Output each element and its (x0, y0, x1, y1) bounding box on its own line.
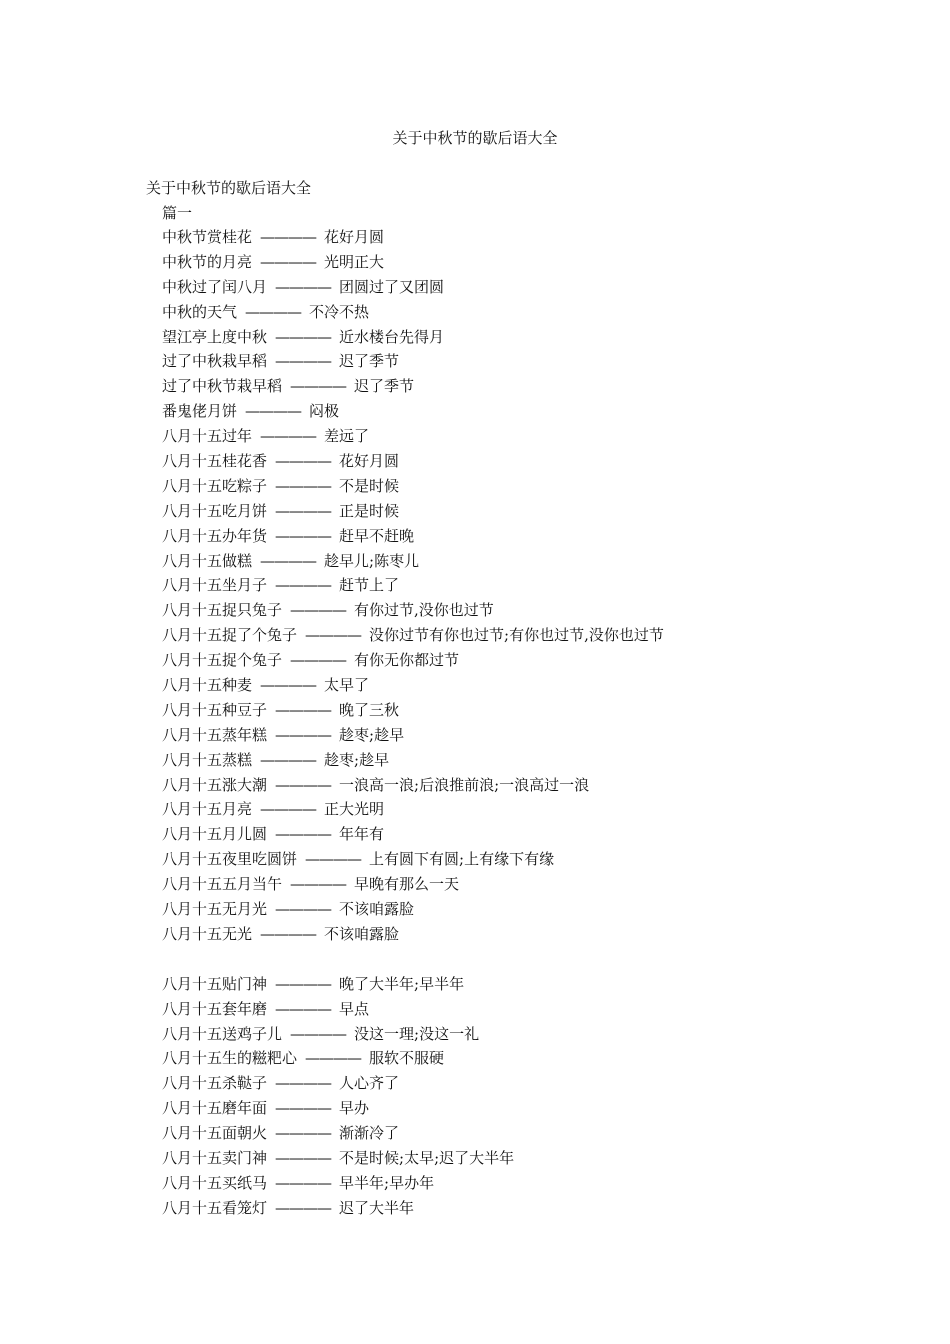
answer-text: 人心齐了 (339, 1074, 400, 1093)
answer-text: 迟了大半年 (339, 1198, 415, 1217)
answer-text: 迟了季节 (339, 352, 400, 371)
list-item (162, 302, 664, 327)
answer-text: 早办 (339, 1099, 370, 1118)
answer-text: 早半年;早办年 (339, 1173, 435, 1192)
answer-text: 迟了季节 (354, 377, 415, 396)
riddle-text: 过了中秋栽早稻 (162, 352, 268, 371)
answer-text: 闷极 (309, 402, 340, 421)
answer-text: 近水楼台先得月 (339, 327, 445, 346)
list-item (162, 1024, 664, 1049)
riddle-text: 过了中秋节栽早稻 (162, 377, 283, 396)
answer-text: 不冷不热 (309, 302, 370, 321)
list-item (162, 849, 664, 874)
list-item (162, 426, 664, 451)
separator-dash: ———— (260, 427, 317, 446)
separator-dash: ———— (275, 501, 332, 520)
list-item (162, 874, 664, 899)
answer-text: 正大光明 (324, 800, 385, 819)
separator-dash: ———— (275, 775, 332, 794)
answer-text: 早点 (339, 999, 370, 1018)
list-item (162, 526, 664, 551)
separator-dash: ———— (260, 228, 317, 246)
answer-text: 年年有 (339, 825, 385, 844)
list-item (162, 227, 664, 252)
list-item (162, 501, 664, 526)
separator-dash: ———— (275, 277, 332, 296)
list-item (162, 551, 664, 576)
separator-dash: ———— (275, 999, 332, 1018)
riddle-text: 八月十五吃月饼 (162, 501, 268, 520)
riddle-text: 八月十五生的糍粑心 (162, 1049, 298, 1068)
answer-text: 趁枣;趁早 (324, 750, 390, 769)
riddle-text: 八月十五蒸年糕 (162, 725, 268, 744)
list-item (162, 252, 664, 277)
riddle-text: 八月十五无月光 (162, 900, 268, 919)
separator-dash: ———— (260, 924, 317, 943)
list-item (162, 650, 664, 675)
riddle-text: 中秋节的月亮 (162, 252, 253, 271)
list-item (162, 700, 664, 725)
answer-text: 有你无你都过节 (354, 651, 460, 670)
list-item (162, 799, 664, 824)
riddle-text: 八月十五送鸡子儿 (162, 1024, 283, 1043)
separator-dash: ———— (290, 875, 347, 894)
answer-text: 正是时候 (339, 501, 400, 520)
answer-text: 赶节上了 (339, 576, 400, 595)
separator-dash: ———— (290, 601, 347, 620)
separator-dash: ———— (275, 974, 332, 993)
list-item (162, 775, 664, 800)
answer-text: 渐渐冷了 (339, 1124, 400, 1143)
riddle-text: 八月十五买纸马 (162, 1173, 268, 1192)
answer-text: 晚了三秋 (339, 700, 400, 719)
list-item (162, 750, 664, 775)
riddle-text: 八月十五月亮 (162, 800, 253, 819)
separator-dash: ———— (275, 476, 332, 495)
list-item (162, 1098, 664, 1123)
answer-text: 一浪高一浪;后浪推前浪;一浪高过一浪 (339, 775, 590, 794)
separator-dash: ———— (275, 352, 332, 371)
answer-text: 差远了 (324, 427, 370, 446)
list-item (162, 1048, 664, 1073)
list-item (162, 999, 664, 1024)
separator-dash: ———— (260, 676, 317, 695)
riddle-text: 望江亭上度中秋 (162, 327, 268, 346)
separator-dash: ———— (275, 1124, 332, 1143)
answer-text: 不该咱露脸 (324, 924, 400, 943)
riddle-text: 八月十五贴门神 (162, 974, 268, 993)
separator-dash: ———— (305, 626, 362, 645)
answer-text: 不是时候 (339, 476, 400, 495)
separator-dash: ———— (275, 725, 332, 744)
separator-dash: ———— (245, 402, 302, 421)
riddle-text: 八月十五种豆子 (162, 700, 268, 719)
list-item (162, 725, 664, 750)
answer-text: 赶早不赶晚 (339, 526, 415, 545)
list-item (162, 600, 664, 625)
riddle-text: 八月十五无光 (162, 924, 253, 943)
riddle-text: 八月十五月儿圆 (162, 825, 268, 844)
answer-text: 不是时候;太早;迟了大半年 (339, 1148, 515, 1167)
blank-line (162, 949, 664, 974)
answer-text: 服软不服硬 (369, 1049, 445, 1068)
separator-dash: ———— (275, 327, 332, 346)
answer-text: 趁早儿;陈枣儿 (324, 551, 420, 570)
answer-text: 没你过节有你也过节;有你也过节,没你也过节 (369, 626, 664, 645)
answer-text: 光明正大 (324, 252, 385, 271)
list-item (162, 1148, 664, 1173)
separator-dash: ———— (275, 825, 332, 844)
list-item (162, 899, 664, 924)
riddle-text: 八月十五看笼灯 (162, 1198, 268, 1217)
riddle-text: 八月十五面朝火 (162, 1124, 268, 1143)
separator-dash: ———— (305, 850, 362, 869)
answer-text: 没这一理;没这一礼 (354, 1024, 480, 1043)
riddle-text: 八月十五涨大潮 (162, 775, 268, 794)
riddle-text: 八月十五吃粽子 (162, 476, 268, 495)
riddle-text: 八月十五卖门神 (162, 1148, 268, 1167)
list-item (162, 476, 664, 501)
list-item (162, 575, 664, 600)
separator-dash: ———— (275, 526, 332, 545)
list-item (162, 1073, 664, 1098)
separator-dash: ———— (260, 551, 317, 570)
riddle-text: 八月十五捉只兔子 (162, 601, 283, 620)
answer-text: 趁枣;趁早 (339, 725, 405, 744)
xiehouyu-list (162, 227, 664, 1223)
list-item (162, 824, 664, 849)
riddle-text: 八月十五蒸糕 (162, 750, 253, 769)
answer-text: 有你过节,没你也过节 (354, 601, 494, 620)
separator-dash: ———— (290, 651, 347, 670)
riddle-text: 八月十五磨年面 (162, 1099, 268, 1118)
answer-text: 花好月圆 (339, 452, 400, 471)
list-item (162, 1123, 664, 1148)
separator-dash: ———— (275, 576, 332, 595)
list-item (162, 327, 664, 352)
separator-dash: ———— (275, 1148, 332, 1167)
list-item (162, 625, 664, 650)
riddle-text: 八月十五桂花香 (162, 452, 268, 471)
separator-dash: ———— (260, 800, 317, 819)
list-item (162, 376, 664, 401)
separator-dash: ———— (305, 1049, 362, 1068)
separator-dash: ———— (275, 1074, 332, 1093)
answer-text: 花好月圆 (324, 228, 385, 246)
riddle-text: 中秋过了闰八月 (162, 277, 268, 296)
page-title: 关于中秋节的歇后语大全 (392, 129, 558, 147)
riddle-text: 八月十五做糕 (162, 551, 253, 570)
list-item (162, 351, 664, 376)
separator-dash: ———— (275, 700, 332, 719)
riddle-text: 八月十五种麦 (162, 676, 253, 695)
riddle-text: 八月十五过年 (162, 427, 253, 446)
separator-dash: ———— (290, 1024, 347, 1043)
riddle-text: 八月十五办年货 (162, 526, 268, 545)
answer-text: 团圆过了又团圆 (339, 277, 445, 296)
list-item (162, 1198, 664, 1223)
doc-heading: 关于中秋节的歇后语大全 (146, 179, 312, 197)
list-item (162, 924, 664, 949)
separator-dash: ———— (275, 452, 332, 471)
answer-text: 不该咱露脸 (339, 900, 415, 919)
list-item (162, 974, 664, 999)
list-item (162, 451, 664, 476)
riddle-text: 八月十五捉了个兔子 (162, 626, 298, 645)
answer-text: 晚了大半年;早半年 (339, 974, 465, 993)
list-item (162, 1173, 664, 1198)
riddle-text: 中秋节赏桂花 (162, 228, 253, 246)
separator-dash: ———— (275, 1173, 332, 1192)
riddle-text: 八月十五捉个兔子 (162, 651, 283, 670)
riddle-text: 八月十五坐月子 (162, 576, 268, 595)
list-item (162, 675, 664, 700)
riddle-text: 八月十五五月当午 (162, 875, 283, 894)
riddle-text: 八月十五夜里吃圆饼 (162, 850, 298, 869)
list-item (162, 401, 664, 426)
riddle-text: 番鬼佬月饼 (162, 402, 238, 421)
separator-dash: ———— (275, 900, 332, 919)
section-label: 篇一 (162, 204, 193, 222)
answer-text: 上有圆下有圆;上有缘下有缘 (369, 850, 555, 869)
answer-text: 太早了 (324, 676, 370, 695)
separator-dash: ———— (260, 750, 317, 769)
answer-text: 早晚有那么一天 (354, 875, 460, 894)
separator-dash: ———— (245, 302, 302, 321)
separator-dash: ———— (275, 1099, 332, 1118)
riddle-text: 中秋的天气 (162, 302, 238, 321)
riddle-text: 八月十五杀鞑子 (162, 1074, 268, 1093)
separator-dash: ———— (260, 252, 317, 271)
riddle-text: 八月十五套年磨 (162, 999, 268, 1018)
list-item (162, 277, 664, 302)
separator-dash: ———— (290, 377, 347, 396)
separator-dash: ———— (275, 1198, 332, 1217)
